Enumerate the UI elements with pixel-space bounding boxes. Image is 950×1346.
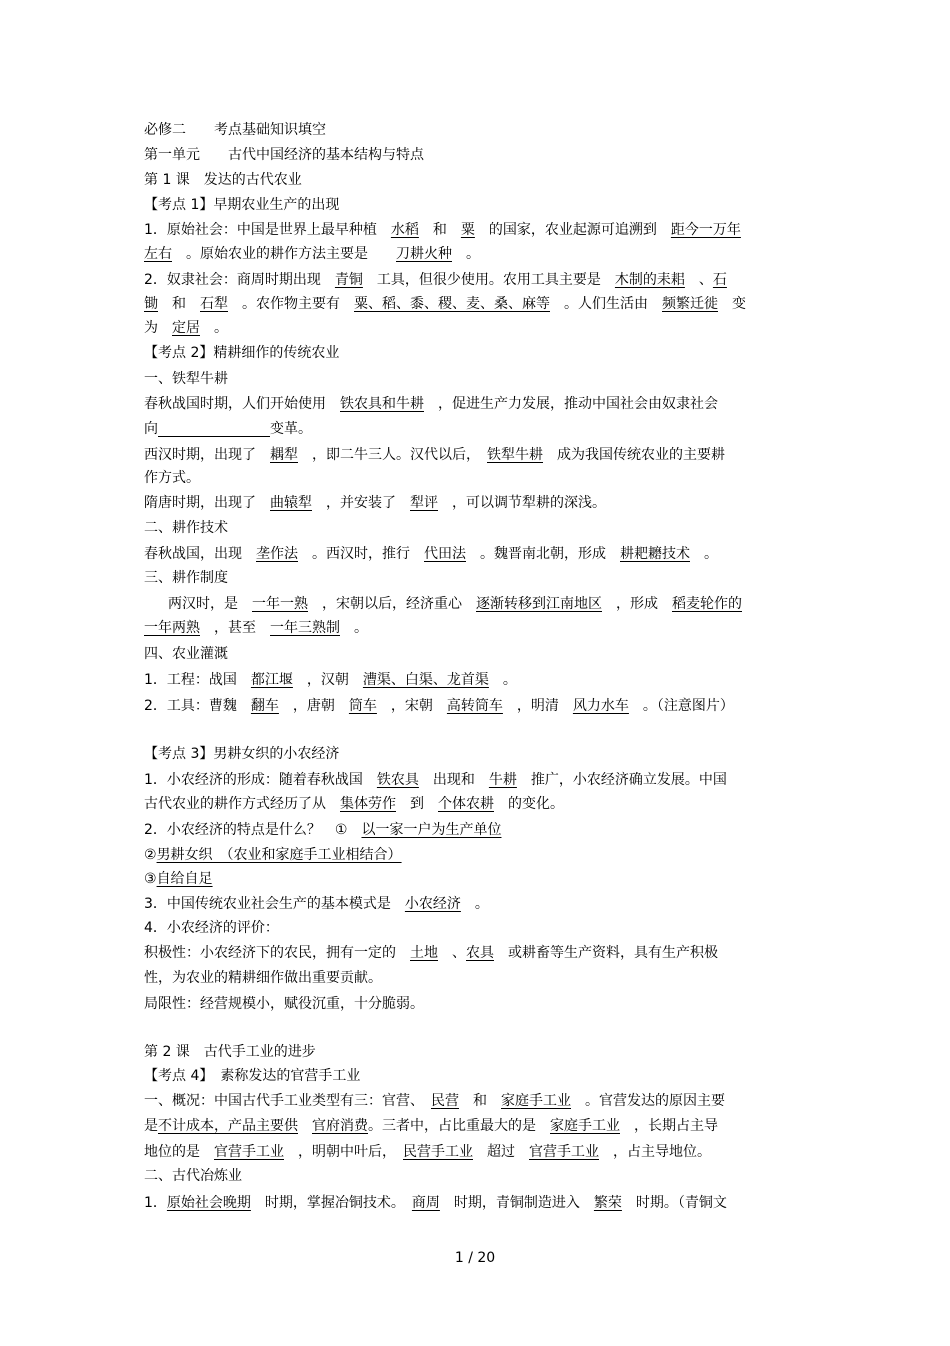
fill-answer: 男耕女织 （农业和家庭手工业相结合）: [156, 847, 402, 863]
text-line: [144, 170, 808, 190]
question-text: 。: [460, 896, 489, 912]
question-text: 。: [488, 672, 517, 688]
text-line: [144, 770, 808, 790]
text-line: [144, 195, 808, 215]
fill-answer: 繁荣: [593, 1195, 622, 1211]
question-text: 。人们生活由: [550, 296, 662, 312]
fill-answer: 铁犁牛耕: [487, 447, 543, 463]
text-line: [144, 943, 808, 963]
question-text: 春秋战国，出现: [144, 546, 256, 562]
fill-answer: 刀耕火种: [396, 246, 452, 262]
fill-answer: 商周: [411, 1195, 440, 1211]
question-text: 四、农业灌溉: [144, 646, 228, 662]
question-text: 春秋战国时期，人们开始使用: [144, 396, 340, 412]
text-line: [144, 1166, 808, 1186]
question-text: 第 1 课 发达的古代农业: [144, 172, 302, 188]
question-text: 。: [200, 320, 228, 336]
text-line: [144, 744, 808, 764]
text-line: [144, 244, 808, 264]
question-text: 4．小农经济的评价：: [144, 920, 279, 936]
question-text: ，甚至: [200, 620, 270, 636]
question-text: 1．工程：战国: [144, 672, 251, 688]
text-line: [168, 594, 832, 614]
fill-answer: 筒车: [348, 698, 377, 714]
question-text: 超过: [473, 1144, 529, 1160]
text-line: [144, 696, 808, 716]
fill-answer: 自给自足: [156, 871, 213, 887]
text-line: [144, 644, 808, 664]
question-text: 必修二 考点基础知识填空: [144, 122, 326, 138]
fill-answer: 曲辕犁: [270, 495, 312, 511]
text-line: [144, 120, 808, 140]
fill-answer: 青铜: [334, 272, 363, 288]
question-text: 第 2 课 古代手工业的进步: [144, 1044, 316, 1060]
fill-answer: 铁农具: [376, 772, 419, 788]
question-text: 变: [718, 296, 746, 312]
text-line: [144, 1091, 808, 1111]
fill-answer: 土地: [410, 945, 438, 961]
fill-answer: 石犁: [200, 296, 228, 312]
fill-answer: 频繁迁徙: [662, 296, 718, 312]
fill-answer: 牛耕: [488, 772, 517, 788]
page-separator: /: [468, 1250, 473, 1266]
question-text: 古代农业的耕作方式经历了从: [144, 796, 340, 812]
question-text: 积极性：小农经济下的农民，拥有一定的: [144, 945, 410, 961]
question-text: ，唐朝: [278, 698, 349, 714]
fill-answer: 农具: [466, 945, 494, 961]
question-text: 时期。（青铜文: [621, 1195, 727, 1211]
question-text: 2．小农经济的特点是什么？ ①: [144, 822, 362, 838]
fill-answer: 粟: [460, 222, 475, 238]
text-line: [144, 145, 808, 165]
fill-answer: 翻车: [250, 698, 279, 714]
text-line: [144, 544, 808, 564]
question-text: ②: [144, 847, 157, 863]
text-line: [144, 1066, 808, 1086]
question-text: 成为我国传统农业的主要耕: [543, 447, 725, 463]
fill-answer: 家庭手工业: [550, 1118, 620, 1134]
text-line: [144, 845, 808, 865]
question-text: 【考点 3】男耕女织的小农经济: [144, 746, 340, 762]
fill-answer: 官府消费: [312, 1118, 368, 1134]
text-line: [144, 493, 808, 513]
fill-answer: 代田法: [424, 546, 466, 562]
text-line: [144, 1193, 808, 1213]
question-text: 和: [459, 1093, 501, 1109]
fill-answer: 民营: [431, 1093, 459, 1109]
question-text: 。农作物主要有: [228, 296, 354, 312]
question-text: 作方式。: [144, 470, 200, 486]
question-text: 2．奴隶社会：商周时期出现: [144, 272, 335, 288]
fill-answer: 耕耙耱技术: [620, 546, 690, 562]
question-text: 变革。: [270, 421, 312, 437]
fill-answer: [158, 421, 270, 437]
question-text: 3．中国传统农业社会生产的基本模式是: [144, 896, 405, 912]
fill-answer: 以一家一户为生产单位: [361, 822, 502, 838]
question-text: 2．工具：曹魏: [144, 698, 251, 714]
page-number: [0, 1250, 950, 1266]
text-line: [144, 794, 808, 814]
question-text: 。: [690, 546, 718, 562]
question-text: 时期，青铜制造进入: [439, 1195, 594, 1211]
fill-answer: 左右: [144, 246, 172, 262]
fill-answer: 集体劳作: [340, 796, 396, 812]
text-line: [144, 568, 808, 588]
question-text: 地位的是: [144, 1144, 214, 1160]
question-text: 。原始农业的耕作方法主要是: [172, 246, 396, 262]
total-pages: 20: [477, 1250, 496, 1266]
fill-answer: 逐渐转移到江南地区: [476, 596, 602, 612]
fill-answer: 耦犁: [270, 447, 298, 463]
fill-answer: 官营手工业: [529, 1144, 599, 1160]
question-text: 向: [144, 421, 158, 437]
question-text: 一、概况：中国古代手工业类型有三：官营、: [144, 1093, 431, 1109]
current-page: 1: [454, 1250, 464, 1266]
question-text: ，形成: [602, 596, 672, 612]
question-text: 三、耕作制度: [144, 570, 228, 586]
question-text: 、: [684, 272, 713, 288]
text-line: [144, 918, 808, 938]
question-text: ，即二牛三人。汉代以后，: [298, 447, 487, 463]
fill-answer: 铁农具和牛耕: [340, 396, 424, 412]
fill-answer: 家庭手工业: [501, 1093, 571, 1109]
question-text: 第一单元 古代中国经济的基本结构与特点: [144, 147, 424, 163]
question-text: [298, 1118, 312, 1134]
text-line: [144, 343, 808, 363]
question-text: 二、耕作技术: [144, 520, 228, 536]
question-text: 【考点 2】精耕细作的传统农业: [144, 345, 340, 361]
fill-answer: 高转筒车: [446, 698, 503, 714]
question-text: 是: [144, 1118, 158, 1134]
fill-answer: 粟、稻、黍、稷、麦、桑、麻等: [354, 296, 550, 312]
text-line: [144, 1116, 808, 1136]
question-text: 。: [340, 620, 368, 636]
text-line: [144, 468, 808, 488]
question-text: 的变化。: [494, 796, 564, 812]
question-text: 1．小农经济的形成：随着春秋战国: [144, 772, 377, 788]
fill-answer: 锄: [144, 296, 158, 312]
fill-answer: 不计成本，产品主要供: [158, 1118, 298, 1134]
question-text: 一、铁犁牛耕: [144, 371, 228, 387]
question-text: ，促进生产力发展，推动中国社会由奴隶社会: [424, 396, 718, 412]
fill-answer: 都江堰: [250, 672, 293, 688]
question-text: 。三者中，占比重最大的是: [368, 1118, 550, 1134]
question-text: ，并安装了: [312, 495, 410, 511]
text-line: [144, 220, 808, 240]
question-text: 时期，掌握冶铜技术。: [250, 1195, 412, 1211]
fill-answer: 风力水车: [572, 698, 629, 714]
text-line: [144, 1042, 808, 1062]
fill-answer: 稻麦轮作的: [672, 596, 742, 612]
text-line: [144, 445, 808, 465]
question-text: 推广，小农经济确立发展。中国: [516, 772, 727, 788]
question-text: 和: [158, 296, 200, 312]
question-text: 出现和: [418, 772, 489, 788]
question-text: 和: [418, 222, 461, 238]
text-line: [144, 270, 808, 290]
fill-answer: 水稻: [390, 222, 419, 238]
fill-answer: 犁评: [410, 495, 438, 511]
question-text: 、: [438, 945, 466, 961]
text-line: [144, 518, 808, 538]
fill-answer: 个体农耕: [438, 796, 494, 812]
question-text: 1．: [144, 1195, 167, 1211]
question-text: 到: [396, 796, 438, 812]
question-text: ，宋朝以后，经济重心: [308, 596, 476, 612]
text-line: [144, 1142, 808, 1162]
text-line: [144, 394, 808, 414]
question-text: 【考点 4】 素称发达的官营手工业: [144, 1068, 361, 1084]
question-text: ③: [144, 871, 157, 887]
question-text: 。（注意图片）: [628, 698, 734, 714]
text-line: [144, 369, 808, 389]
fill-answer: 距今一万年: [670, 222, 741, 238]
fill-answer: 原始社会晚期: [166, 1195, 251, 1211]
question-text: ，可以调节犁耕的深浅。: [438, 495, 606, 511]
question-text: 或耕畜等生产资料，具有生产积极: [494, 945, 718, 961]
question-text: 的国家，农业起源可追溯到: [474, 222, 671, 238]
text-line: [144, 968, 808, 988]
text-line: [144, 618, 808, 638]
question-text: 【考点 1】早期农业生产的出现: [144, 197, 340, 213]
question-text: 局限性：经营规模小，赋役沉重，十分脆弱。: [144, 996, 424, 1012]
text-line: [144, 869, 808, 889]
fill-answer: 定居: [172, 320, 200, 336]
text-line: [144, 894, 808, 914]
question-text: ，汉朝: [292, 672, 363, 688]
question-text: ，占主导地位。: [599, 1144, 711, 1160]
question-text: 两汉时，是: [168, 596, 252, 612]
text-line: [144, 994, 808, 1014]
fill-answer: 民营手工业: [403, 1144, 473, 1160]
fill-answer: 一年两熟: [144, 620, 200, 636]
fill-answer: 小农经济: [404, 896, 461, 912]
question-text: 二、古代冶炼业: [144, 1168, 242, 1184]
fill-answer: 垄作法: [256, 546, 298, 562]
question-text: ，明清: [502, 698, 573, 714]
question-text: 隋唐时期，出现了: [144, 495, 270, 511]
text-line: [144, 318, 808, 338]
fill-answer: 一年一熟: [252, 596, 308, 612]
question-text: 。魏晋南北朝，形成: [466, 546, 620, 562]
fill-answer: 一年三熟制: [270, 620, 340, 636]
fill-answer: 漕渠、白渠、龙首渠: [362, 672, 489, 688]
question-text: ，明朝中叶后，: [284, 1144, 403, 1160]
question-text: 。: [452, 246, 480, 262]
question-text: ，长期占主导: [620, 1118, 718, 1134]
question-text: 。官营发达的原因主要: [571, 1093, 725, 1109]
text-line: [144, 294, 808, 314]
question-text: 西汉时期，出现了: [144, 447, 270, 463]
question-text: 性，为农业的精耕细作做出重要贡献。: [144, 970, 382, 986]
fill-answer: 官营手工业: [214, 1144, 284, 1160]
text-line: [144, 820, 808, 840]
question-text: 工具，但很少使用。农用工具主要是: [362, 272, 615, 288]
question-text: 1．原始社会：中国是世界上最早种植: [144, 222, 391, 238]
question-text: ，宋朝: [376, 698, 447, 714]
text-line: [144, 670, 808, 690]
text-line: [144, 419, 808, 439]
question-text: 为: [144, 320, 172, 336]
question-text: 。西汉时，推行: [298, 546, 424, 562]
fill-answer: 木制的耒耜: [614, 272, 685, 288]
fill-answer: 石: [712, 272, 727, 288]
